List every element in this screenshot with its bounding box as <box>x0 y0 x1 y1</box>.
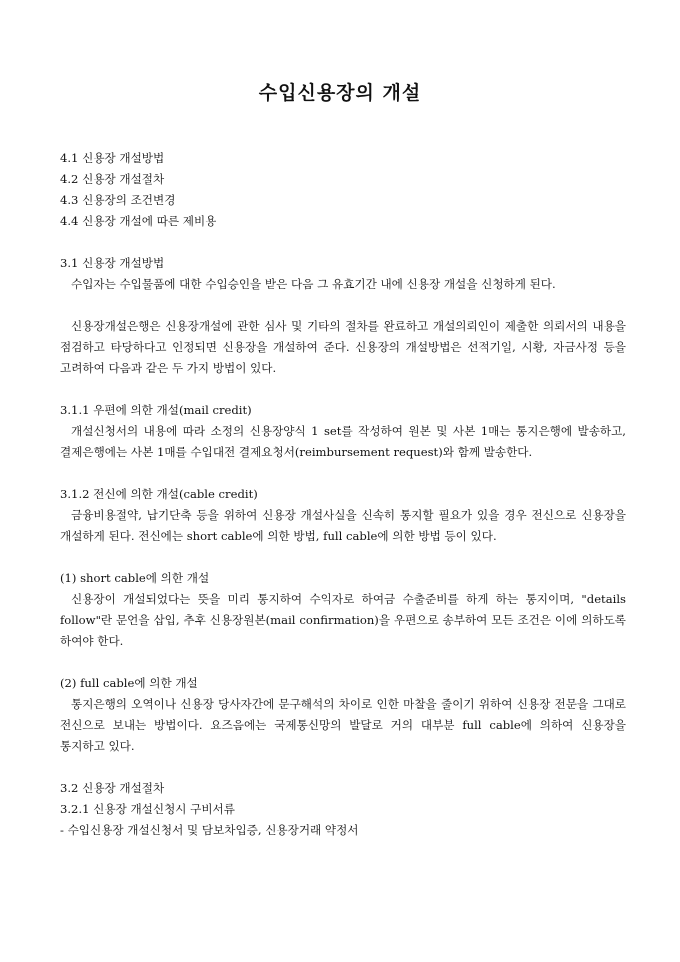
document-body <box>60 148 626 841</box>
document-title: 수입신용장의 개설 <box>258 82 422 104</box>
short-cable-heading: (1) short cable에 의한 개설 <box>60 571 210 585</box>
section-3-1-1-heading: 3.1.1 우편에 의한 개설(mail credit) <box>60 403 252 417</box>
section-3-2-1-heading: 3.2.1 신용장 개설신청시 구비서류 <box>60 802 235 816</box>
section-3-1-2-paragraph: 금융비용절약, 납기단축 등을 위하여 신용장 개설사실을 신속히 통지할 필요가 있을 경우 전신으로 신용장을 개설하게 된다. 전신에는 short cable에 의한 방법, full cable에 의한 방법 등이 있다. <box>60 508 626 543</box>
section-3-1-1-paragraph: 개설신청서의 내용에 따라 소정의 신용장양식 1 set를 작성하여 원본 및 사본 1매는 통지은행에 발송하고, 결제은행에는 사본 1매를 수입대전 결제요청서(reimbursement request)와 함께 발송한다. <box>60 424 626 459</box>
full-cable-heading: (2) full cable에 의한 개설 <box>60 676 198 690</box>
full-cable-paragraph: 통지은행의 오역이나 신용장 당사자간에 문구해석의 차이로 인한 마찰을 줄이기 위하여 신용장 전문을 그대로 전신으로 보내는 방법이다. 요즈음에는 국제통신망의 발달로 거의 대부분 full cable에 의하여 신용장을 통지하고 있다. <box>60 697 626 753</box>
section-3-1-2-heading: 3.1.2 전신에 의한 개설(cable credit) <box>60 487 258 501</box>
toc-item-4-3: 4.3 신용장의 조건변경 <box>60 193 176 207</box>
section-3-1-heading: 3.1 신용장 개설방법 <box>60 256 165 270</box>
section-3-2-heading: 3.2 신용장 개설절차 <box>60 781 165 795</box>
toc-item-4-1: 4.1 신용장 개설방법 <box>60 151 165 165</box>
toc-item-4-4: 4.4 신용장 개설에 따른 제비용 <box>60 214 217 228</box>
section-3-1-paragraph-2: 신용장개설은행은 신용장개설에 관한 심사 및 기타의 절차를 완료하고 개설의뢰인이 제출한 의뢰서의 내용을 점검하고 타당하다고 인정되면 신용장을 개설하여 준다. 신용장의 개설방법은 선적기일, 시황, 자금사정 등을 고려하여 다음과 같은 두 가지 방법이 있다. <box>60 319 626 375</box>
toc-item-4-2: 4.2 신용장 개설절차 <box>60 172 165 186</box>
section-3-2-1-list-item: - 수입신용장 개설신청서 및 담보차입증, 신용장거래 약정서 <box>60 823 359 837</box>
section-3-1-paragraph-1: 수입자는 수입물품에 대한 수입승인을 받은 다음 그 유효기간 내에 신용장 개설을 신청하게 된다. <box>71 277 556 291</box>
short-cable-paragraph: 신용장이 개설되었다는 뜻을 미리 통지하여 수익자로 하여금 수출준비를 하게 하는 통지이며, "details follow"란 문언을 삽입, 추후 신용장원본(mail confirmation)을 우편으로 송부하여 모든 조건은 이에 의하도록 하여야 한다. <box>60 592 626 648</box>
